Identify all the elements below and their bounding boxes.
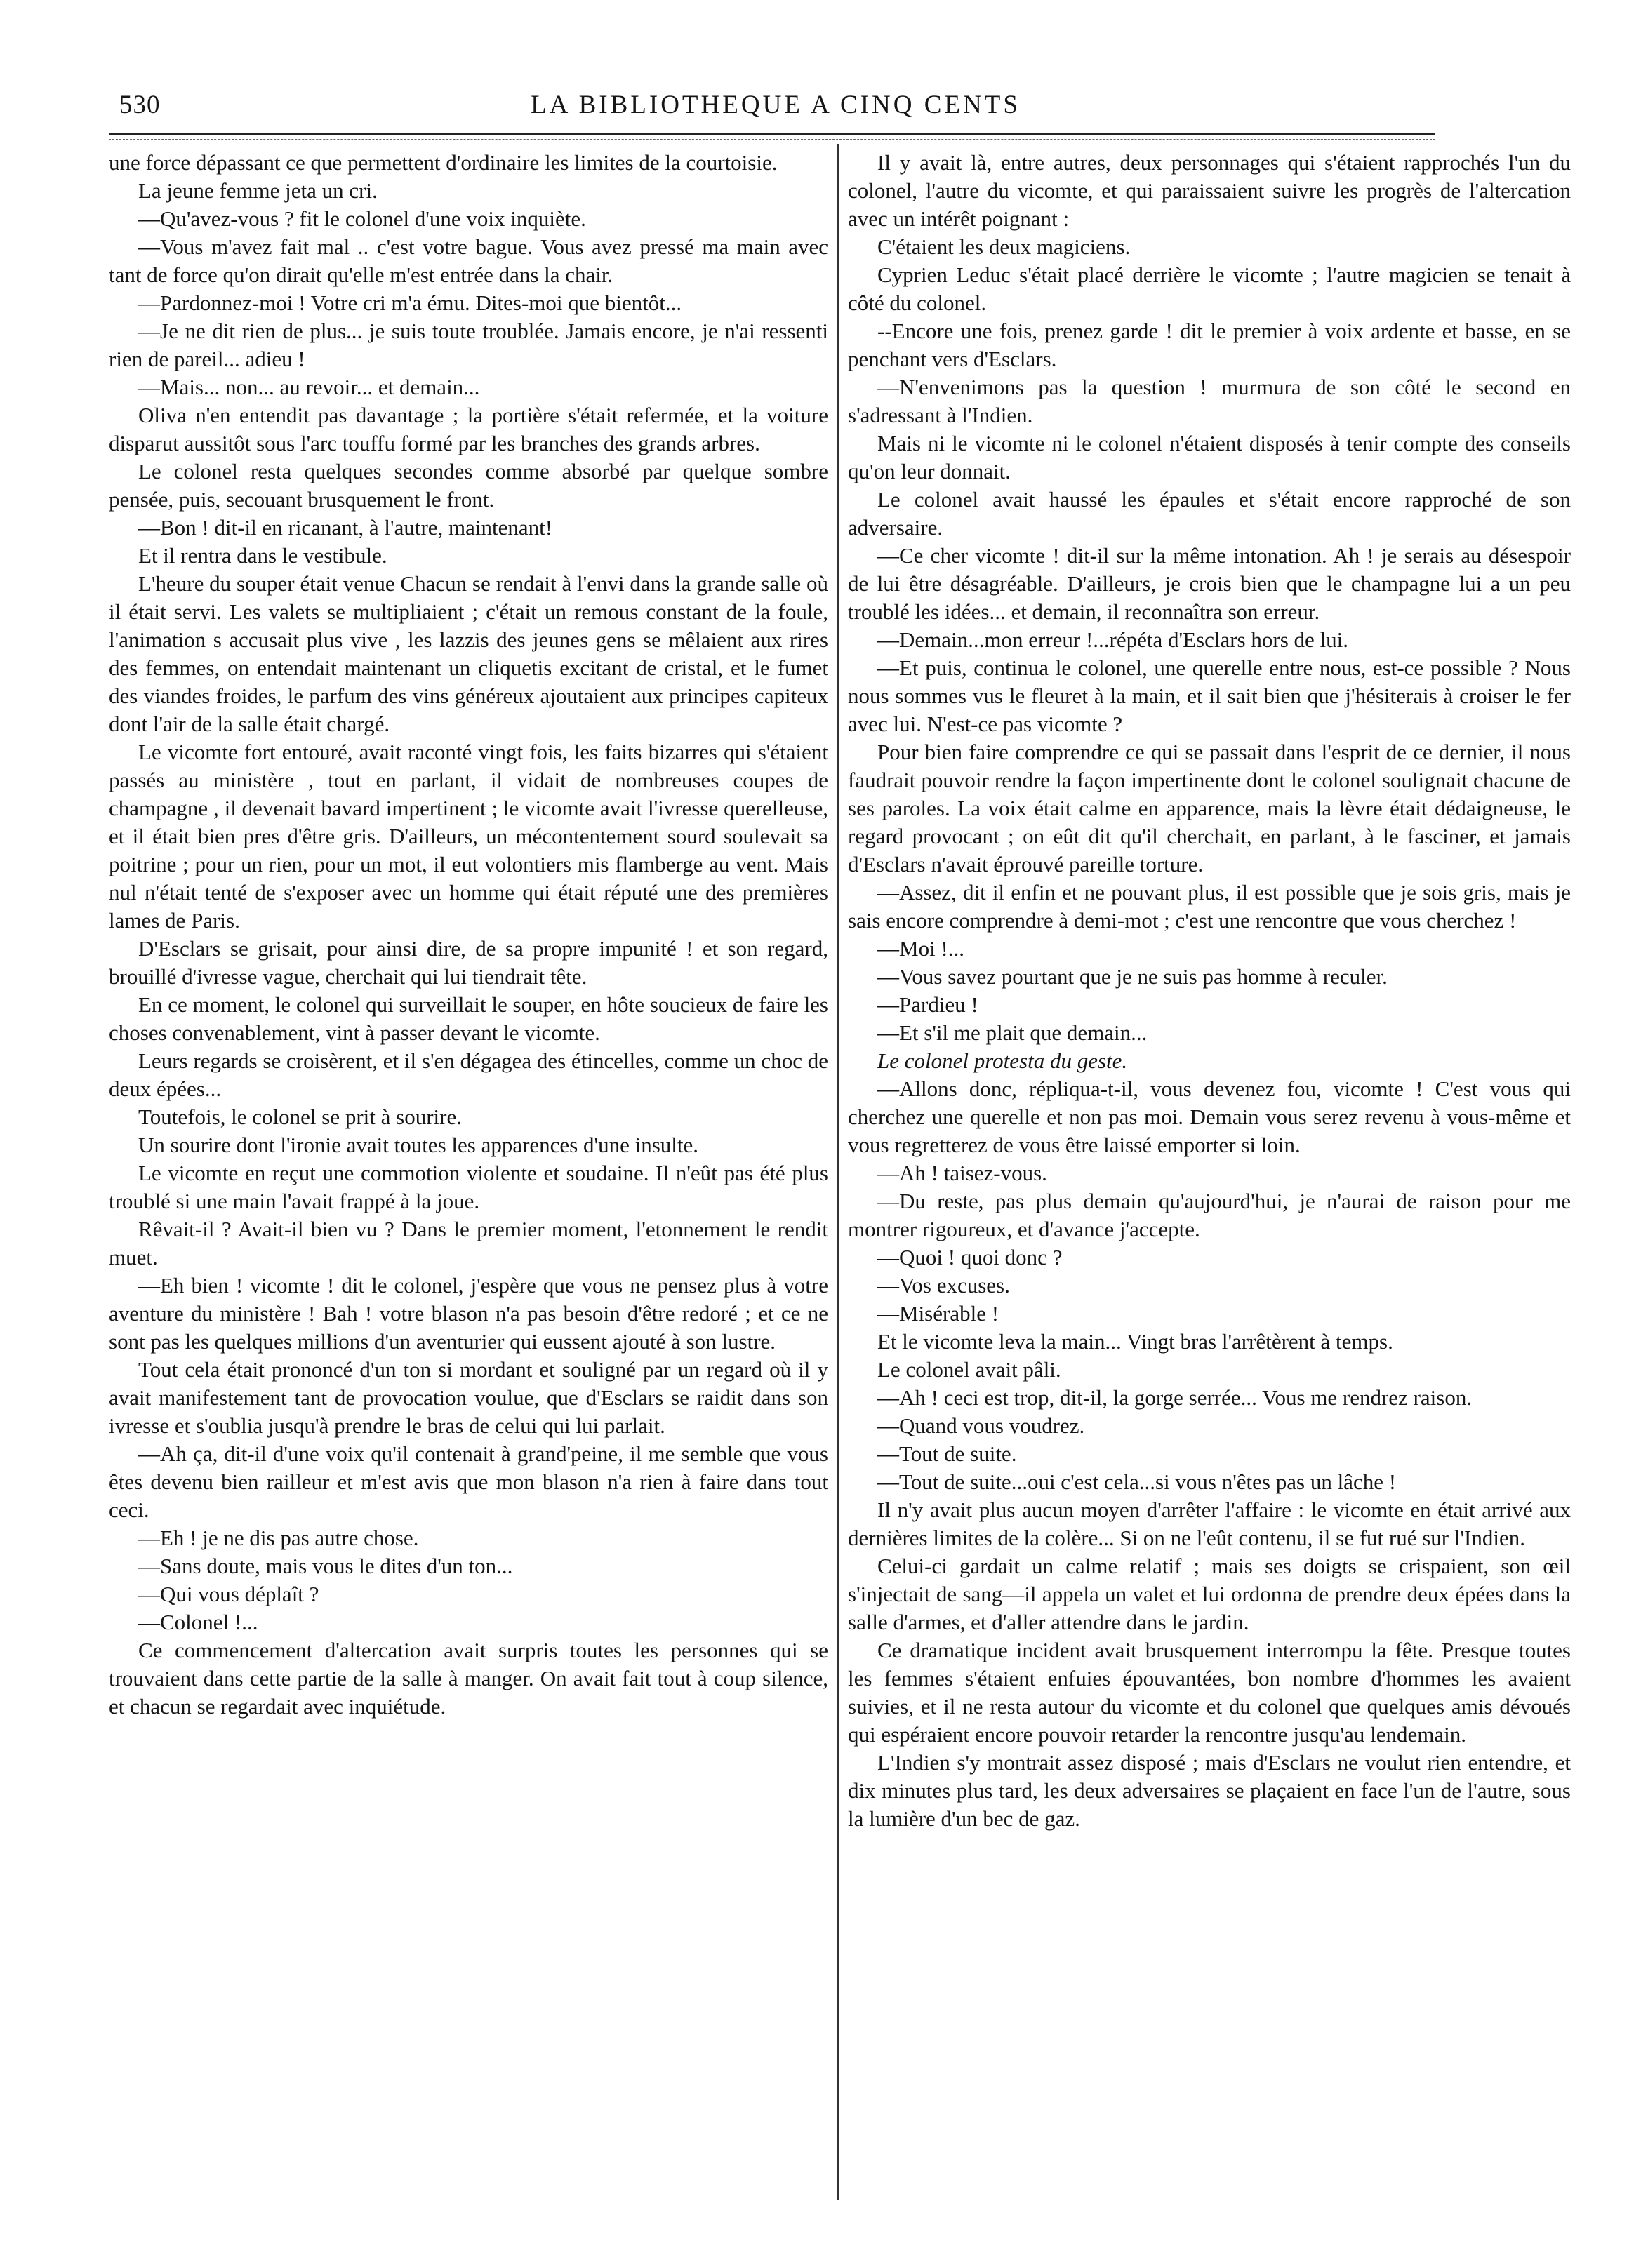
column-divider (837, 144, 839, 2200)
paragraph: —Tout de suite. (877, 1441, 1017, 1466)
paragraph: —Ce cher vicomte ! dit-il sur la même intonation. Ah ! je serais au désespoir de lui être désagréable. D'ailleurs, je crois bien que le champagne lui a un peu troublé les idées... et demain, il reconnaîtra son erreur. (848, 543, 1571, 624)
right-column (848, 149, 1571, 2198)
running-title: LA BIBLIOTHEQUE A CINQ CENTS (531, 91, 1021, 119)
paragraph: Il n'y avait plus aucun moyen d'arrêter l'affaire : le vicomte en était arrivé aux dernières limites de la colère... Si on ne l'eût contenu, il se fut rué sur l'Indien. (848, 1497, 1571, 1550)
left-column (109, 149, 828, 2198)
paragraph: L'heure du souper était venue Chacun se rendait à l'envi dans la grande salle où il était servi. Les valets se multipliaient ; c'était un remous constant de la foule, l'animation s accusait plus vive , les lazzis des jeunes gens se mêlaient aux rires des femmes, on entendait maintenant un cliquetis excitant de cristal, et le fumet des viandes froides, le parfum des vins généreux ajoutaient aux principes capiteux dont l'air de la salle était chargé. (109, 571, 828, 736)
paragraph: —Colonel !... (138, 1610, 258, 1634)
paragraph: Cyprien Leduc s'était placé derrière le vicomte ; l'autre magicien se tenait à côté du colonel. (848, 262, 1571, 315)
paragraph: Pour bien faire comprendre ce qui se passait dans l'esprit de ce dernier, il nous faudrait pouvoir rendre la façon impertinente dont le colonel soulignait chacune de ses paroles. La voix était calme en apparence, mais la lèvre était dédaigneuse, le regard provocant ; on eût dit qu'il cherchait, en parlant, à le fasciner, et jamais d'Esclars n'avait éprouvé pareille torture. (848, 740, 1571, 876)
paragraph: En ce moment, le colonel qui surveillait le souper, en hôte soucieux de faire les choses convenablement, vint à passer devant le vicomte. (109, 992, 828, 1045)
paragraph: Un sourire dont l'ironie avait toutes les apparences d'une insulte. (138, 1133, 699, 1157)
paragraph: Celui-ci gardait un calme relatif ; mais ses doigts se crispaient, son œil s'injectait de sang—il appela un valet et lui ordonna de prendre deux épées dans la salle d'armes, et d'aller attendre dans le jardin. (848, 1554, 1571, 1634)
paragraph: —Pardieu ! (877, 992, 978, 1017)
header-rule (109, 133, 1435, 135)
paragraph: —Ah ! taisez-vous. (877, 1161, 1047, 1185)
paragraph: Rêvait-il ? Avait-il bien vu ? Dans le premier moment, l'etonnement le rendit muet. (109, 1217, 828, 1269)
paragraph: Tout cela était prononcé d'un ton si mordant et souligné par un regard où il y avait manifestement tant de provocation voulue, que d'Esclars se raidit dans son ivresse et s'oublia jusqu'à prendre le bras de celui qui lui parlait. (109, 1357, 828, 1438)
paragraph: —Allons donc, répliqua-t-il, vous devenez fou, vicomte ! C'est vous qui cherchez une querelle et non pas moi. Demain vous serez revenu à vous-même et vous regretterez de vous être laissé emporter si loin. (848, 1076, 1571, 1157)
paragraph: Leurs regards se croisèrent, et il s'en dégagea des étincelles, comme un choc de deux épées... (109, 1048, 828, 1101)
paragraph: Le vicomte fort entouré, avait raconté vingt fois, les faits bizarres qui s'étaient passés au ministère , tout en parlant, il vidait de nombreuses coupes de champagne , il devenait bavard impertinent ; le vicomte avait l'ivresse querelleuse, et il était bien pres d'être gris. D'ailleurs, un mécontentement sourd soulevait sa poitrine ; pour un rien, pour un mot, il eut volontiers mis flamberge au vent. Mais nul n'était tenté de s'exposer avec un homme qui était réputé une des premières lames de Paris. (109, 740, 828, 933)
paragraph: une force dépassant ce que permettent d'ordinaire les limites de la courtoisie. (109, 150, 778, 175)
paragraph: —Pardonnez-moi ! Votre cri m'a ému. Dites-moi que bientôt... (138, 291, 682, 315)
paragraph: —Demain...mon erreur !...répéta d'Esclars hors de lui. (877, 627, 1348, 652)
paragraph: —Bon ! dit-il en ricanant, à l'autre, maintenant! (138, 515, 553, 540)
paragraph: —N'envenimons pas la question ! murmura de son côté le second en s'adressant à l'Indien. (848, 375, 1571, 427)
paragraph: —Eh bien ! vicomte ! dit le colonel, j'espère que vous ne pensez plus à votre aventure du ministère ! Bah ! votre blason n'a pas besoin d'être redoré ; et ce ne sont pas les quelques millions d'un aventurier qui eussent ajouté à son lustre. (109, 1273, 828, 1354)
paragraph: —Je ne dit rien de plus... je suis toute troublée. Jamais encore, je n'ai ressenti rien de pareil... adieu ! (109, 319, 828, 371)
paragraph: Il y avait là, entre autres, deux personnages qui s'étaient rapprochés l'un du colonel, l'autre du vicomte, et qui paraissaient suivre les progrès de l'altercation avec un intérêt poignant : (848, 150, 1571, 231)
paragraph: Le vicomte en reçut une commotion violente et soudaine. Il n'eût pas été plus troublé si une main l'avait frappé à la joue. (109, 1161, 828, 1213)
paragraph: —Vos excuses. (877, 1273, 1010, 1298)
page-header (119, 90, 1432, 132)
paragraph: —Du reste, pas plus demain qu'aujourd'hui, je n'aurai de raison pour me montrer rigoureux, et d'avance j'accepte. (848, 1189, 1571, 1241)
paragraph: —Qu'avez-vous ? fit le colonel d'une voix inquiète. (138, 206, 586, 231)
paragraph: —Vous m'avez fait mal .. c'est votre bague. Vous avez pressé ma main avec tant de force qu'on dirait qu'elle m'est entrée dans la chair. (109, 234, 828, 287)
paragraph: —Moi !... (877, 936, 964, 961)
paragraph: Et il rentra dans le vestibule. (138, 543, 387, 568)
page-number: 530 (119, 91, 161, 119)
paragraph: --Encore une fois, prenez garde ! dit le premier à voix ardente et basse, en se penchant vers d'Esclars. (848, 319, 1571, 371)
paragraph: Ce commencement d'altercation avait surpris toutes les personnes qui se trouvaient dans cette partie de la salle à manger. On avait fait tout à coup silence, et chacun se regardait avec inquiétude. (109, 1638, 828, 1719)
paragraph: Le colonel resta quelques secondes comme absorbé par quelque sombre pensée, puis, secouant brusquement le front. (109, 459, 828, 512)
paragraph: —Assez, dit il enfin et ne pouvant plus, il est possible que je sois gris, mais je sais encore comprendre à demi-mot ; c'est une rencontre que vous cherchez ! (848, 880, 1571, 933)
paragraph: L'Indien s'y montrait assez disposé ; mais d'Esclars ne voulut rien entendre, et dix minutes plus tard, les deux adversaires se plaçaient en face l'un de l'autre, sous la lumière d'un bec de gaz. (848, 1750, 1571, 1831)
paragraph: La jeune femme jeta un cri. (138, 178, 378, 203)
paragraph: —Mais... non... au revoir... et demain... (138, 375, 480, 399)
paragraph: Le colonel avait pâli. (877, 1357, 1061, 1382)
paragraph: Oliva n'en entendit pas davantage ; la portière s'était refermée, et la voiture disparut aussitôt sous l'arc touffu formé par les branches des grands arbres. (109, 403, 828, 455)
paragraph: Le colonel avait haussé les épaules et s'était encore rapproché de son adversaire. (848, 487, 1571, 540)
paragraph: —Qui vous déplaît ? (138, 1582, 319, 1606)
paragraph: —Tout de suite...oui c'est cela...si vous n'êtes pas un lâche ! (877, 1469, 1397, 1494)
paragraph: —Et s'il me plait que demain... (877, 1020, 1148, 1045)
paragraph: Toutefois, le colonel se prit à sourire. (138, 1105, 462, 1129)
paragraph: Le colonel protesta du geste. (877, 1048, 1128, 1073)
paragraph: —Quoi ! quoi donc ? (877, 1245, 1063, 1269)
paragraph: —Vous savez pourtant que je ne suis pas homme à reculer. (877, 964, 1388, 989)
paragraph: Mais ni le vicomte ni le colonel n'étaient disposés à tenir compte des conseils qu'on leur donnait. (848, 431, 1571, 483)
paragraph: Et le vicomte leva la main... Vingt bras l'arrêtèrent à temps. (877, 1329, 1393, 1354)
paragraph: —Et puis, continua le colonel, une querelle entre nous, est-ce possible ? Nous nous sommes vus le fleuret à la main, et il sait bien que j'hésiterais à croiser le fer avec lui. N'est-ce pas vicomte ? (848, 655, 1571, 736)
paragraph: —Sans doute, mais vous le dites d'un ton... (138, 1554, 513, 1578)
paragraph: —Quand vous voudrez. (877, 1413, 1085, 1438)
paragraph: —Ah ! ceci est trop, dit-il, la gorge serrée... Vous me rendrez raison. (877, 1385, 1473, 1410)
paragraph: —Misérable ! (877, 1301, 999, 1326)
paragraph: —Ah ça, dit-il d'une voix qu'il contenait à grand'peine, il me semble que vous êtes devenu bien railleur et m'est avis que mon blason n'a rien à faire dans tout ceci. (109, 1441, 828, 1522)
paragraph: —Eh ! je ne dis pas autre chose. (138, 1526, 419, 1550)
paragraph: D'Esclars se grisait, pour ainsi dire, de sa propre impunité ! et son regard, brouillé d'ivresse vague, cherchait qui lui tiendrait tête. (109, 936, 828, 989)
paragraph: Ce dramatique incident avait brusquement interrompu la fête. Presque toutes les femmes s'étaient enfuies épouvantées, bon nombre d'hommes les avaient suivies, et il ne resta autour du vicomte et du colonel que quelques amis dévoués qui espéraient encore pouvoir retarder la rencontre jusqu'au lendemain. (848, 1638, 1571, 1747)
header-rule-secondary (109, 139, 1435, 140)
paragraph: C'étaient les deux magiciens. (877, 234, 1131, 259)
